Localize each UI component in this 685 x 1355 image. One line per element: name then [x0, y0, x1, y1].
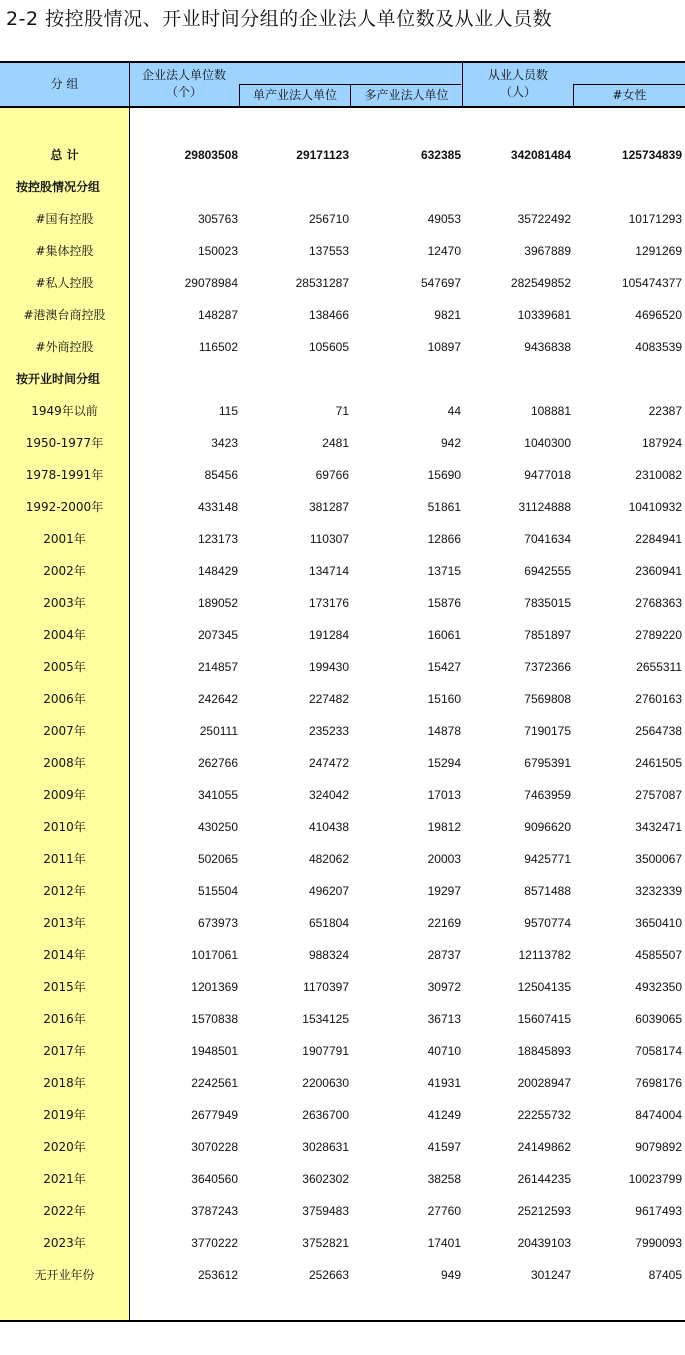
table-row	[0, 459, 685, 491]
header-female: #女性	[612, 88, 647, 102]
table-row	[0, 1099, 685, 1131]
cell-multi: 51861	[427, 500, 461, 514]
cell-single: 1170397	[303, 980, 349, 994]
cell-employees: 9436838	[524, 340, 571, 354]
cell-employees: 9477018	[524, 468, 571, 482]
cell-multi: 15427	[427, 660, 461, 674]
table-row	[0, 683, 685, 715]
cell-female: 1291269	[635, 244, 682, 258]
cell-multi: 19297	[427, 884, 461, 898]
table-row	[0, 1067, 685, 1099]
cell-single: 324042	[308, 788, 349, 802]
cell-multi: 41597	[427, 1140, 461, 1154]
cell-units: 150023	[197, 244, 238, 258]
cell-single: 199430	[308, 660, 349, 674]
cell-units: 502065	[197, 852, 238, 866]
table-row	[0, 1163, 685, 1195]
cell-units: 1017061	[191, 948, 238, 962]
cell-single: 410438	[308, 820, 349, 834]
row-label: 2011年	[43, 852, 86, 866]
cell-units: 515504	[197, 884, 238, 898]
table-row	[0, 395, 685, 427]
cell-female: 10410932	[628, 500, 682, 514]
cell-units: 29803508	[184, 148, 238, 162]
cell-units: 262766	[197, 756, 238, 770]
header-employees-line2: （人）	[499, 85, 536, 99]
cell-multi: 12866	[427, 532, 461, 546]
row-label: 1992-2000年	[25, 500, 104, 514]
cell-single: 137553	[308, 244, 349, 258]
cell-units: 2677949	[191, 1108, 238, 1122]
section-heading-time	[0, 363, 685, 395]
cell-units: 3787243	[191, 1204, 238, 1218]
cell-single: 482062	[308, 852, 349, 866]
row-label: 总 计	[50, 148, 79, 162]
cell-multi: 10897	[427, 340, 461, 354]
cell-single: 2200630	[302, 1076, 349, 1090]
cell-female: 2564738	[635, 724, 682, 738]
cell-employees: 301247	[530, 1268, 571, 1282]
row-label: 2008年	[43, 756, 86, 770]
header-single-industry: 单产业法人单位	[252, 88, 337, 102]
cell-multi: 15294	[427, 756, 461, 770]
header-units-line2: （个）	[165, 85, 202, 99]
cell-female: 6039065	[635, 1012, 682, 1026]
cell-single: 105605	[308, 340, 349, 354]
cell-female: 2760163	[635, 692, 682, 706]
cell-multi: 19812	[427, 820, 461, 834]
cell-single: 3752821	[302, 1236, 349, 1250]
cell-units: 123173	[197, 532, 238, 546]
cell-employees: 20028947	[517, 1076, 571, 1090]
cell-units: 1948501	[191, 1044, 238, 1058]
table-row	[0, 523, 685, 555]
row-label: 2009年	[43, 788, 86, 802]
cell-female: 125734839	[621, 148, 682, 162]
cell-employees: 7851897	[524, 628, 571, 642]
cell-single: 110307	[309, 532, 349, 546]
row-label: #国有控股	[35, 212, 94, 226]
cell-female: 7698176	[635, 1076, 682, 1090]
header-units-line1: 企业法人单位数	[141, 68, 226, 82]
row-label: 2020年	[43, 1140, 86, 1154]
table-row	[0, 939, 685, 971]
cell-single: 252663	[308, 1268, 349, 1282]
cell-units: 116502	[198, 340, 238, 354]
cell-female: 4696520	[635, 308, 682, 322]
table-row	[0, 843, 685, 875]
cell-employees: 12113782	[518, 948, 571, 962]
cell-multi: 28737	[427, 948, 461, 962]
row-label: 2015年	[43, 980, 86, 994]
cell-female: 2789220	[635, 628, 682, 642]
cell-multi: 15876	[427, 596, 461, 610]
table-row	[0, 1227, 685, 1259]
cell-employees: 24149862	[517, 1140, 571, 1154]
cell-units: 3640560	[191, 1172, 238, 1186]
cell-units: 189052	[197, 596, 238, 610]
row-label: 2001年	[43, 532, 86, 546]
cell-units: 3770222	[191, 1236, 238, 1250]
cell-employees: 6795391	[524, 756, 571, 770]
table-bottom-rule	[0, 1320, 685, 1322]
row-label: 2003年	[43, 596, 86, 610]
row-label: 2019年	[43, 1108, 86, 1122]
cell-single: 235233	[308, 724, 349, 738]
cell-single: 191284	[308, 628, 349, 642]
cell-single: 1534125	[302, 1012, 349, 1026]
cell-single: 173176	[308, 596, 349, 610]
cell-employees: 1040300	[524, 436, 571, 450]
cell-multi: 942	[440, 436, 461, 450]
cell-female: 10171293	[628, 212, 682, 226]
cell-female: 87405	[648, 1268, 682, 1282]
cell-employees: 12504135	[517, 980, 571, 994]
row-label: #私人控股	[35, 276, 94, 290]
cell-employees: 282549852	[510, 276, 571, 290]
cell-employees: 6942555	[524, 564, 571, 578]
cell-employees: 9570774	[524, 916, 571, 930]
cell-units: 207345	[197, 628, 238, 642]
page-title: 2-2 按控股情况、开业时间分组的企业法人单位数及从业人员数	[6, 8, 553, 30]
cell-employees: 8571488	[524, 884, 571, 898]
cell-units: 3423	[211, 436, 238, 450]
cell-units: 214857	[197, 660, 238, 674]
cell-single: 28531287	[295, 276, 349, 290]
cell-units: 242642	[197, 692, 238, 706]
cell-multi: 27760	[427, 1204, 461, 1218]
cell-multi: 15690	[427, 468, 461, 482]
cell-units: 250111	[199, 724, 238, 738]
cell-units: 341055	[197, 788, 238, 802]
cell-single: 651804	[308, 916, 349, 930]
row-label: #集体控股	[35, 244, 94, 258]
table-row	[0, 875, 685, 907]
cell-multi: 36713	[427, 1012, 461, 1026]
row-label: 2021年	[43, 1172, 86, 1186]
cell-female: 7990093	[635, 1236, 682, 1250]
cell-single: 227482	[308, 692, 349, 706]
row-label: 无开业年份	[34, 1268, 95, 1282]
cell-units: 433148	[197, 500, 238, 514]
table-row	[0, 235, 685, 267]
cell-single: 2481	[322, 436, 349, 450]
table-row	[0, 491, 685, 523]
cell-multi: 632385	[420, 148, 461, 162]
row-label: 1949年以前	[31, 404, 98, 418]
cell-female: 105474377	[621, 276, 682, 290]
cell-multi: 16061	[427, 628, 461, 642]
cell-multi: 13715	[427, 564, 461, 578]
cell-female: 2655311	[636, 660, 682, 674]
cell-multi: 14878	[427, 724, 461, 738]
cell-multi: 30972	[427, 980, 461, 994]
cell-units: 85456	[204, 468, 238, 482]
cell-single: 138466	[308, 308, 349, 322]
cell-units: 2242561	[191, 1076, 238, 1090]
table-row	[0, 651, 685, 683]
cell-employees: 25212593	[517, 1204, 571, 1218]
row-label: 1950-1977年	[25, 436, 104, 450]
cell-multi: 17013	[427, 788, 461, 802]
cell-female: 3232339	[635, 884, 682, 898]
cell-multi: 20003	[427, 852, 461, 866]
section-label: 按开业时间分组	[16, 372, 101, 386]
cell-units: 430250	[197, 820, 238, 834]
cell-female: 3650410	[635, 916, 682, 930]
cell-employees: 18845893	[517, 1044, 571, 1058]
cell-employees: 7835015	[524, 596, 571, 610]
cell-female: 10023799	[628, 1172, 682, 1186]
table-row	[0, 715, 685, 747]
cell-units: 3070228	[191, 1140, 238, 1154]
cell-single: 496207	[308, 884, 349, 898]
table-row-total	[0, 139, 685, 171]
cell-single: 256710	[308, 212, 349, 226]
cell-employees: 10339681	[517, 308, 571, 322]
cell-single: 988324	[308, 948, 349, 962]
cell-female: 3500067	[635, 852, 682, 866]
cell-female: 2768363	[635, 596, 682, 610]
row-label: 2023年	[43, 1236, 86, 1250]
cell-employees: 7463959	[524, 788, 571, 802]
table-row	[0, 1003, 685, 1035]
header-group: 分 组	[50, 77, 79, 91]
cell-employees: 9425771	[524, 852, 571, 866]
cell-multi: 41931	[427, 1076, 461, 1090]
table-row	[0, 299, 685, 331]
table-row	[0, 1035, 685, 1067]
cell-multi: 40710	[427, 1044, 461, 1058]
cell-units: 673973	[197, 916, 238, 930]
cell-female: 3432471	[635, 820, 682, 834]
employees-subheader-rule	[574, 84, 685, 85]
header-multi-industry: 多产业法人单位	[364, 88, 449, 102]
cell-units: 1201369	[191, 980, 238, 994]
table-row	[0, 587, 685, 619]
cell-multi: 49053	[427, 212, 461, 226]
table-row	[0, 1131, 685, 1163]
row-label: 2010年	[43, 820, 86, 834]
cell-employees: 7372366	[524, 660, 571, 674]
cell-employees: 26144235	[517, 1172, 571, 1186]
row-label: 2013年	[43, 916, 86, 930]
table-row	[0, 747, 685, 779]
cell-employees: 20439103	[517, 1236, 571, 1250]
table-row	[0, 555, 685, 587]
cell-multi: 12470	[427, 244, 461, 258]
cell-employees: 31124888	[518, 500, 571, 514]
cell-multi: 41249	[427, 1108, 461, 1122]
header-employees-line1: 从业人员数	[487, 68, 548, 82]
row-label: #港澳台商控股	[23, 308, 106, 322]
row-label: 2022年	[43, 1204, 86, 1218]
header-bottom-rule	[0, 106, 685, 108]
table-row	[0, 971, 685, 1003]
table-row	[0, 1259, 685, 1291]
cell-female: 4083539	[635, 340, 682, 354]
cell-units: 148429	[197, 564, 238, 578]
row-label: 2018年	[43, 1076, 86, 1090]
row-label: 2014年	[43, 948, 86, 962]
table-row	[0, 331, 685, 363]
cell-employees: 9096620	[524, 820, 571, 834]
row-label: 2006年	[43, 692, 86, 706]
table-row	[0, 619, 685, 651]
cell-single: 71	[335, 404, 349, 418]
cell-single: 381287	[308, 500, 349, 514]
cell-units: 253612	[197, 1268, 238, 1282]
cell-female: 2360941	[635, 564, 682, 578]
cell-employees: 108881	[530, 404, 571, 418]
cell-employees: 35722492	[517, 212, 571, 226]
cell-female: 8474004	[635, 1108, 682, 1122]
cell-multi: 15160	[427, 692, 461, 706]
cell-female: 9079892	[635, 1140, 682, 1154]
cell-female: 2461505	[635, 756, 682, 770]
section-heading-control	[0, 171, 685, 203]
cell-single: 1907791	[302, 1044, 349, 1058]
cell-single: 247472	[308, 756, 349, 770]
table-row	[0, 811, 685, 843]
row-label: 2002年	[43, 564, 86, 578]
cell-units: 115	[218, 404, 238, 418]
cell-female: 2284941	[635, 532, 682, 546]
cell-units: 1570838	[191, 1012, 238, 1026]
cell-multi: 949	[440, 1268, 461, 1282]
cell-female: 7058174	[635, 1044, 682, 1058]
cell-units: 29078984	[184, 276, 238, 290]
cell-employees: 7569808	[524, 692, 571, 706]
cell-single: 134714	[308, 564, 349, 578]
cell-employees: 342081484	[510, 148, 571, 162]
table-row	[0, 267, 685, 299]
cell-employees: 22255732	[517, 1108, 571, 1122]
cell-female: 9617493	[635, 1204, 682, 1218]
cell-units: 148287	[197, 308, 238, 322]
table-row	[0, 427, 685, 459]
cell-single: 29171123	[296, 148, 349, 162]
cell-multi: 17401	[427, 1236, 461, 1250]
cell-multi: 547697	[420, 276, 461, 290]
row-label: #外商控股	[35, 340, 94, 354]
section-label: 按控股情况分组	[16, 180, 101, 194]
row-label: 2004年	[43, 628, 86, 642]
row-label: 2016年	[43, 1012, 86, 1026]
cell-female: 22387	[648, 404, 682, 418]
cell-employees: 7190175	[524, 724, 571, 738]
cell-multi: 44	[447, 404, 461, 418]
cell-employees: 7041634	[524, 532, 571, 546]
cell-female: 4932350	[635, 980, 682, 994]
table-row	[0, 1195, 685, 1227]
row-label: 1978-1991年	[25, 468, 104, 482]
cell-units: 305763	[197, 212, 238, 226]
cell-single: 2636700	[302, 1108, 349, 1122]
row-label: 2012年	[43, 884, 86, 898]
row-label: 2005年	[43, 660, 86, 674]
cell-single: 3602302	[302, 1172, 349, 1186]
cell-multi: 38258	[427, 1172, 461, 1186]
cell-female: 4585507	[635, 948, 682, 962]
cell-employees: 15607415	[517, 1012, 571, 1026]
cell-multi: 9821	[434, 308, 461, 322]
cell-female: 2310082	[635, 468, 682, 482]
table-top-rule	[0, 61, 685, 63]
table-row	[0, 203, 685, 235]
cell-single: 3028631	[302, 1140, 349, 1154]
row-label: 2007年	[43, 724, 86, 738]
cell-female: 187924	[641, 436, 682, 450]
cell-multi: 22169	[427, 916, 461, 930]
cell-single: 3759483	[302, 1204, 349, 1218]
cell-female: 2757087	[635, 788, 682, 802]
cell-single: 69766	[315, 468, 349, 482]
table-row	[0, 779, 685, 811]
row-label: 2017年	[43, 1044, 86, 1058]
cell-employees: 3967889	[524, 244, 571, 258]
table-row	[0, 907, 685, 939]
